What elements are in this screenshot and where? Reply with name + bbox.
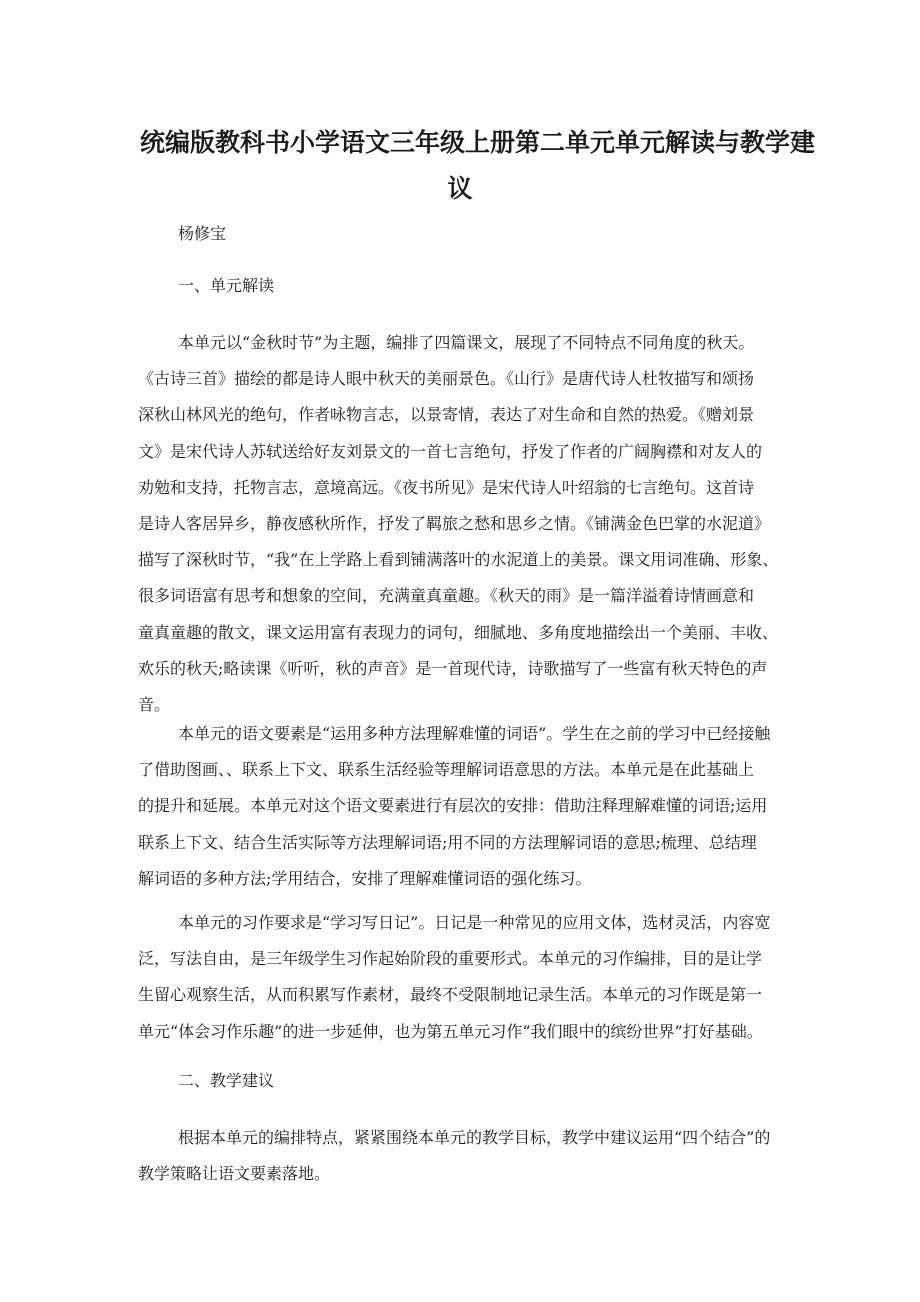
paragraph-unit-theme bbox=[138, 325, 788, 723]
document-title bbox=[140, 120, 816, 212]
text-line: 文》是宋代诗人苏轼送给好友刘景文的一首七言绝句，抒发了作者的广阔胸襟和对友人的 bbox=[138, 441, 763, 461]
text-line: 的提升和延展。本单元对这个语文要素进行有层次的安排：借助注释理解难懂的词语;运用 bbox=[138, 796, 768, 816]
text-line: 童真童趣的散文，课文运用富有表现力的词句，细腻地、多角度地描绘出一个美丽、丰收、 bbox=[138, 622, 779, 642]
author-line: 杨修宝 bbox=[178, 224, 227, 243]
title-line: 统编版教科书小学语文三年级上册第二单元单元解读与教学建 bbox=[140, 128, 816, 157]
text-line: 深秋山林风光的绝句，作者咏物言志，以景寄情，表达了对生命和自然的热爱。《赠刘景 bbox=[138, 405, 755, 425]
text-line: 描写了深秋时节，“我”在上学路上看到铺满落叶的水泥道上的美景。课文用词准确、形象、 bbox=[138, 550, 779, 570]
text-line: 解词语的多种方法;学用结合，安排了理解难懂词语的强化练习。 bbox=[138, 868, 592, 888]
author-name bbox=[138, 216, 788, 252]
text-line: 本单元以“金秋时节”为主题，编排了四篇课文，展现了不同特点不同角度的秋天。 bbox=[178, 333, 755, 352]
text-line: 了借助图画、、联系上下文、联系生活经验等理解词语意思的方法。本单元是在此基础上 bbox=[138, 760, 755, 780]
text-line: 教学策略让语文要素落地。 bbox=[138, 1164, 331, 1184]
text-line: 是诗人客居异乡，静夜感秋所作，抒发了羁旅之愁和思乡之情。《铺满金色巴掌的水泥道》 bbox=[138, 514, 771, 534]
paragraph-language-elements bbox=[138, 716, 788, 897]
text-line: 音。 bbox=[138, 695, 171, 715]
text-line: 劝勉和支持，托物言志，意境高远。《夜书所见》是宋代诗人叶绍翁的七言绝句。这首诗 bbox=[138, 477, 755, 497]
text-line: 本单元的习作要求是“学习写日记”。日记是一种常见的应用文体，选材灵活，内容宽 bbox=[178, 913, 771, 932]
heading-line: 二、教学建议 bbox=[178, 1071, 275, 1090]
title-line: 议 bbox=[447, 174, 473, 203]
text-line: 生留心观察生活，从而积累写作素材，最终不受限制地记录生活。本单元的习作既是第一 bbox=[138, 985, 763, 1005]
text-line: 《古诗三首》描绘的都是诗人眼中秋天的美丽景色。《山行》是唐代诗人杜牧描写和颂扬 bbox=[138, 369, 755, 389]
text-line: 本单元的语文要素是“运用多种方法理解难懂的词语”。学生在之前的学习中已经接触 bbox=[178, 724, 771, 743]
section-heading-teaching-suggestions bbox=[138, 1063, 788, 1099]
text-line: 联系上下文、结合生活实际等方法理解词语;用不同的方法理解词语的意思;梳理、总结理 bbox=[138, 832, 757, 852]
text-line: 根据本单元的编排特点，紧紧围绕本单元的教学目标，教学中建议运用“四个结合”的 bbox=[178, 1128, 771, 1147]
text-line: 欢乐的秋天;略读课《听听，秋的声音》是一首现代诗，诗歌描写了一些富有秋天特色的声 bbox=[138, 658, 768, 678]
text-line: 单元“体会习作乐趣”的进一步延伸，也为第五单元习作“我们眼中的缤纷世界”打好基础。 bbox=[138, 1021, 763, 1041]
text-line: 泛，写法自由，是三年级学生习作起始阶段的重要形式。本单元的习作编排，目的是让学 bbox=[138, 949, 763, 969]
paragraph-writing-requirements bbox=[138, 905, 788, 1050]
section-heading-unit-reading bbox=[138, 268, 788, 304]
heading-line: 一、单元解读 bbox=[178, 276, 275, 295]
paragraph-teaching-strategy bbox=[138, 1120, 788, 1192]
text-line: 很多词语富有思考和想象的空间，充满童真童趣。《秋天的雨》是一篇洋溢着诗情画意和 bbox=[138, 586, 755, 606]
